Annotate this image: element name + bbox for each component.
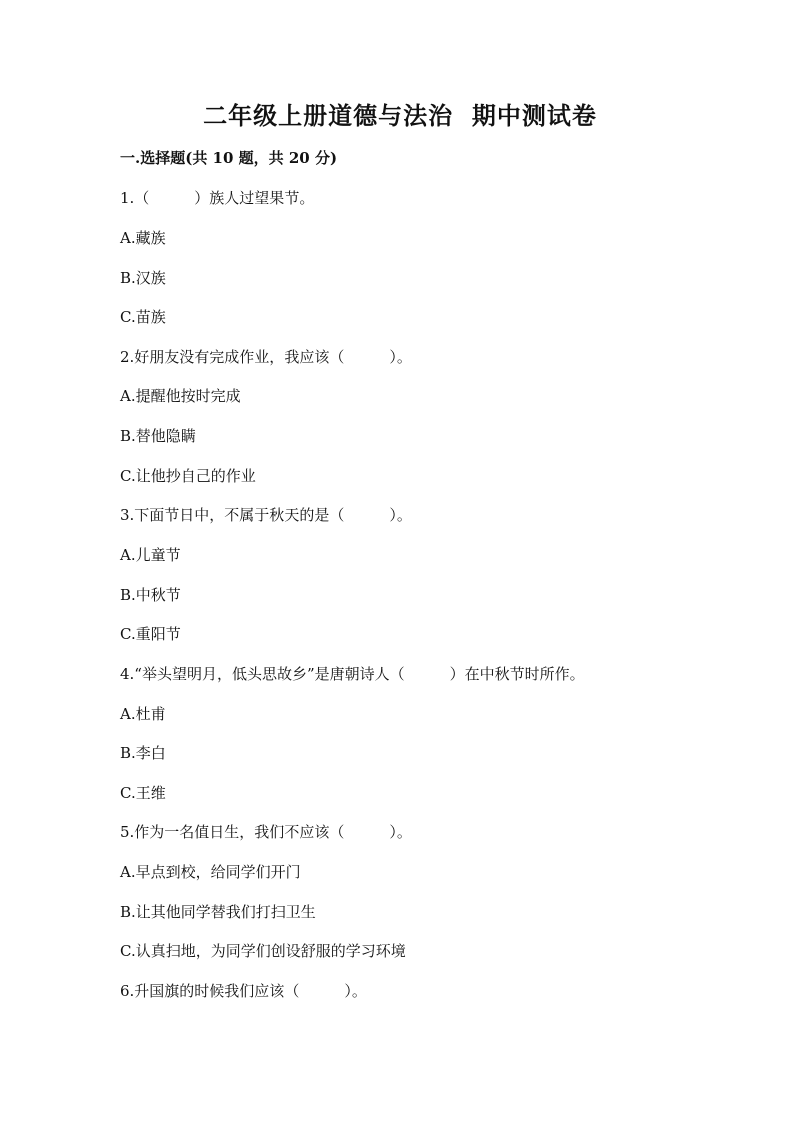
- answer-option: C.重阳节: [120, 625, 181, 643]
- question-stem: 6.升国旗的时候我们应该（ ）。: [120, 982, 367, 1000]
- answer-option: B.中秋节: [120, 586, 181, 604]
- answer-option: B.李白: [120, 744, 166, 762]
- answer-option: A.杜甫: [120, 705, 166, 723]
- answer-option: C.苗族: [120, 308, 166, 326]
- answer-option: A.藏族: [120, 229, 166, 247]
- answer-option: B.让其他同学替我们打扫卫生: [120, 903, 316, 921]
- answer-option: B.替他隐瞒: [120, 427, 196, 445]
- answer-option: B.汉族: [120, 269, 166, 287]
- question-stem: 1.（ ）族人过望果节。: [120, 189, 315, 207]
- question-stem: 5.作为一名值日生，我们不应该（ ）。: [120, 823, 412, 841]
- answer-option: C.认真扫地，为同学们创设舒服的学习环境: [120, 942, 406, 960]
- answer-option: A.提醒他按时完成: [120, 387, 241, 405]
- page-title: 二年级上册道德与法治 期中测试卷: [203, 101, 597, 130]
- question-stem: 3.下面节日中，不属于秋天的是（ ）。: [120, 506, 412, 524]
- question-stem: 4.“举头望明月，低头思故乡”是唐朝诗人（ ）在中秋节时所作。: [120, 665, 585, 683]
- question-stem: 2.好朋友没有完成作业，我应该（ ）。: [120, 348, 412, 366]
- answer-option: A.早点到校，给同学们开门: [120, 863, 301, 881]
- section-heading: 一.选择题(共 10 题，共 20 分): [120, 149, 338, 167]
- answer-option: C.让他抄自己的作业: [120, 467, 256, 485]
- answer-option: A.儿童节: [120, 546, 181, 564]
- answer-option: C.王维: [120, 784, 166, 802]
